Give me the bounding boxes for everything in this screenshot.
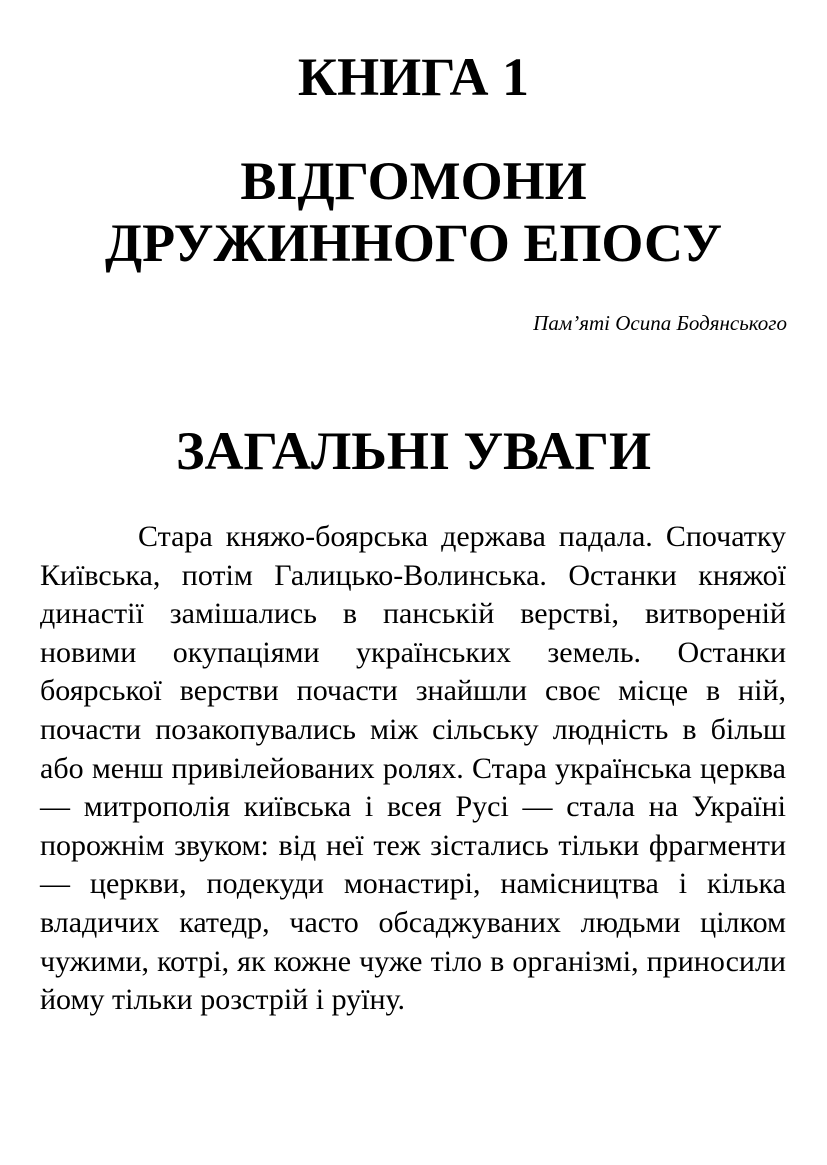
dedication: Пам’яті Осипа Бодянського — [533, 311, 787, 335]
body-paragraph: Стара княжо-боярська держава падала. Спочатку Київська, потім Галицько-Волинська. Останки княжої династії замішались в панській верстві, витвореній новими окупаціями українських земель. Останки боярської верстви почасти знайшли своє місце в ній, почасти позакопувались між сільську людність в більш або менш привілейованих ролях. Стара українська церква — митрополія київська і всея Русі — стала на Україні порожнім звуком: від неї теж зістались тільки фрагменти — церкви, подекуди монастирі, намісництва і кілька владичих катедр, часто обсаджуваних людьми цілком чужими, котрі, як кожне чуже тіло в організмі, приносили йому тільки розстрій і руїну. — [40, 520, 786, 1017]
book-title: КНИГА 1 — [297, 47, 530, 107]
section-title: ЗАГАЛЬНІ УВАГИ — [175, 421, 652, 481]
book-subtitle — [0, 150, 827, 274]
book-subtitle-line-2: ДРУЖИННОГО ЕПОСУ — [105, 213, 722, 273]
book-subtitle-line-1: ВІДГОМОНИ — [240, 151, 587, 211]
